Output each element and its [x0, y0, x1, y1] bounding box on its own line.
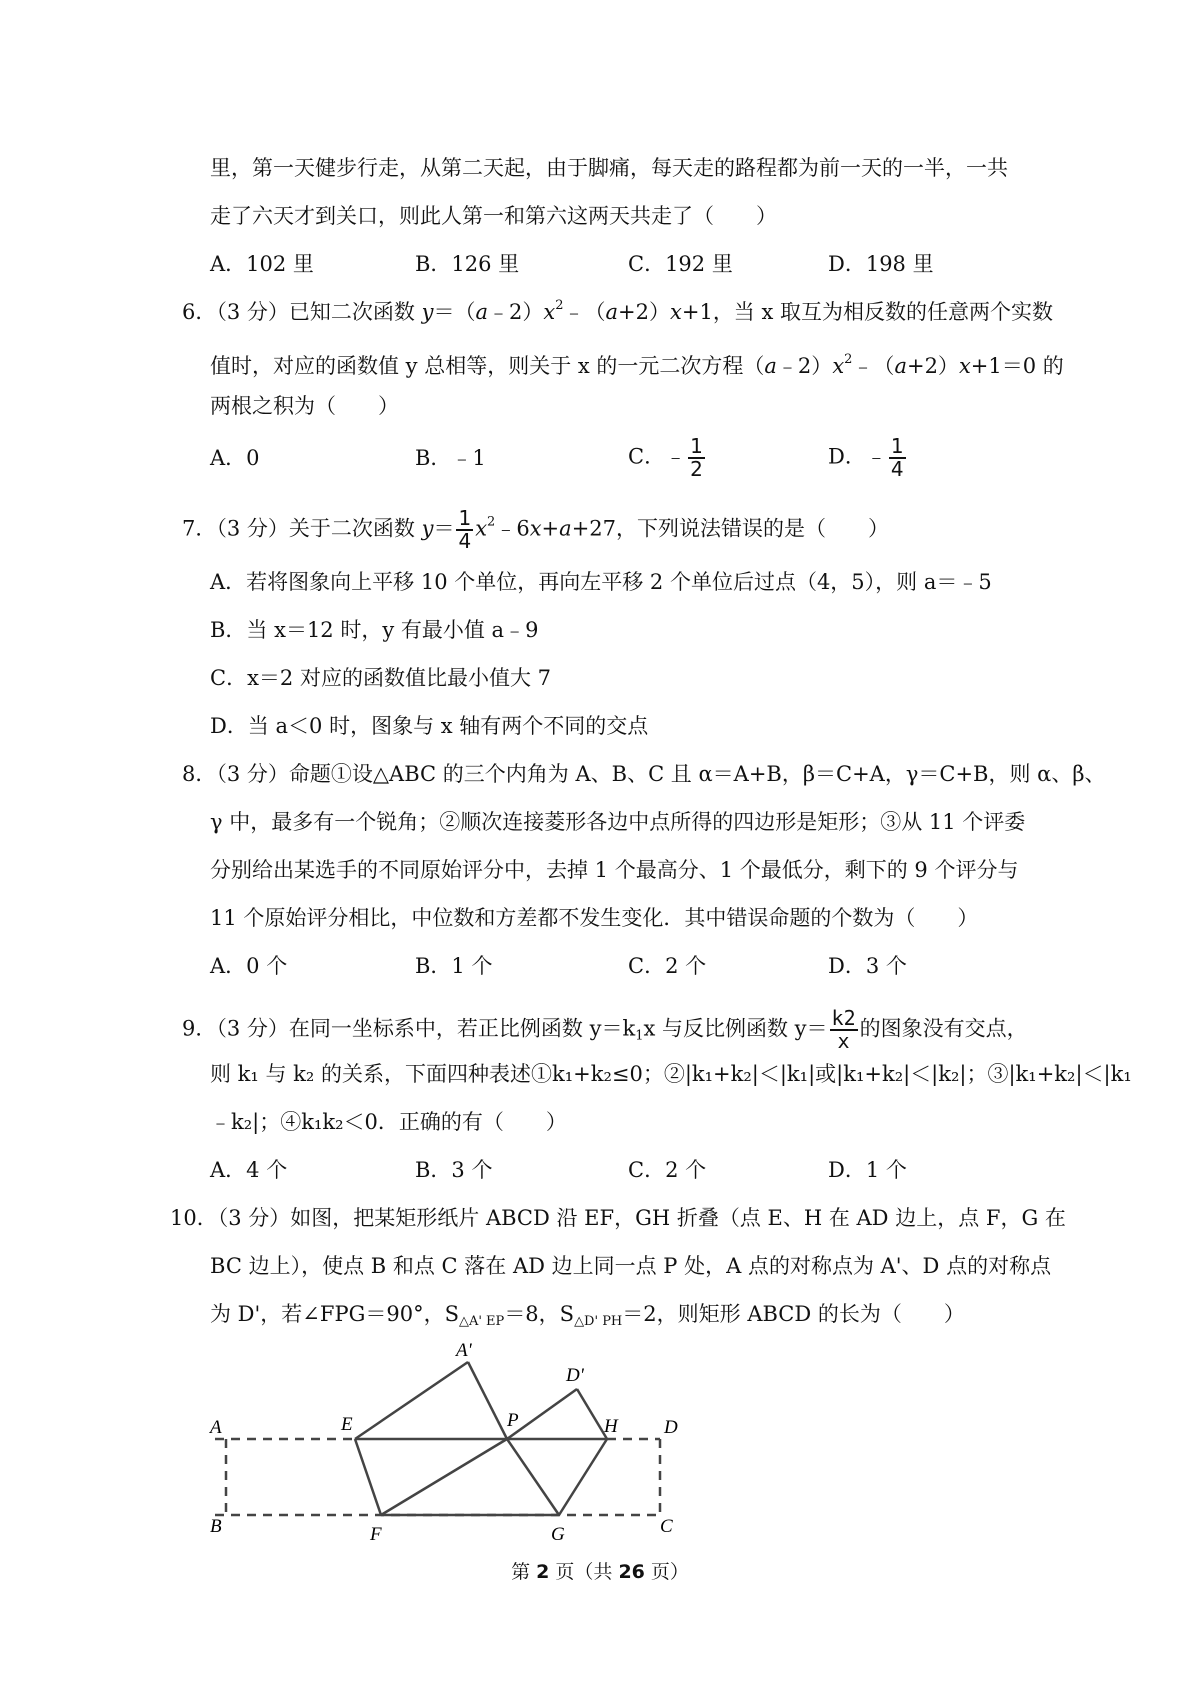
q6-stem-line3: 两根之积为（ ） — [210, 394, 399, 418]
q6-stem-line1: 6．（3 分）已知二次函数 $y=(a﹣2)x^2﹣(a+2)x+1$，当 x 取互为相反数的任意两个实数 — [182, 298, 1054, 324]
page-number: 2 — [536, 1561, 550, 1583]
q9-option-b: B．3 个 — [415, 1158, 493, 1182]
q8-stem-line2: γ 中，最多有一个锐角；②顺次连接菱形各边中点所得的四边形是矩形；③从 11 个评委 — [210, 810, 1026, 834]
q7-option-b: B．当 x＝12 时，y 有最小值 a﹣9 — [210, 618, 539, 642]
q10-stem-line2: BC 边上），使点 B 和点 C 落在 AD 边上同一点 P 处，A 点的对称点为 A'、D 点的对称点 — [210, 1254, 1052, 1278]
q7-option-d: D．当 a＜0 时，图象与 x 轴有两个不同的交点 — [210, 714, 649, 738]
q9-option-d: D．1 个 — [828, 1158, 907, 1182]
q5-option-c: C．192 里 — [628, 252, 733, 276]
q5-option-b: B．126 里 — [415, 252, 520, 276]
label-H: H — [604, 1416, 618, 1437]
q10-stem-line3: 为 D'，若∠FPG＝90°，$S_{\triangle A' EP}=8$，$S_{\triangle D' PH}=2$，则矩形 ABCD 的长为（ ） — [210, 1302, 965, 1329]
q6-stem-line2: 值时，对应的函数值 y 总相等，则关于 x 的一元二次方程$(a﹣2)x^2﹣(a+2)x+1=0$ 的 — [210, 352, 1064, 378]
q9-stem-line2: 则 k₁ 与 k₂ 的关系，下面四种表述①k₁+k₂≤0；②|k₁+k₂|＜|k₁|或|k₁+k₂|＜|k₂|；③|k₁+k₂|＜|k₁ — [210, 1062, 1132, 1086]
segment-PG — [507, 1439, 559, 1515]
segment-D1H — [577, 1389, 607, 1439]
q7-fraction: $\frac{1}{4}$ — [458, 506, 472, 553]
segment-A1P — [468, 1362, 507, 1439]
label-D: D — [664, 1417, 678, 1438]
q6-number: 6． — [182, 300, 217, 324]
label-D-prime: D' — [566, 1365, 584, 1386]
label-E: E — [341, 1414, 353, 1435]
label-B: B — [210, 1516, 222, 1537]
q7-stem: 7．（3 分）关于二次函数 y＝ $\frac{1}{4}$ $x^2﹣6x+a+27$，下列说法错误的是（ ） — [182, 506, 890, 553]
label-F: F — [370, 1524, 382, 1545]
q9-fraction: $\frac{k2}{x}$ — [831, 1006, 856, 1053]
q8-option-c: C．2 个 — [628, 954, 707, 978]
q9-stem-line1: 9．（3 分）在同一坐标系中，若正比例函数 $y=k_1x$ 与反比例函数 y＝ $\frac{k2}{x}$ 的图象没有交点， — [182, 1006, 1028, 1053]
q9-stem-line3: ﹣k₂|；④k₁k₂＜0．正确的有（ ） — [210, 1110, 567, 1134]
q5-stem-line1: 里，第一天健步行走，从第二天起，由于脚痛，每天走的路程都为前一天的一半，一共 — [210, 156, 1008, 180]
q6-option-b: B．﹣1 — [415, 446, 486, 470]
q9-option-a: A．4 个 — [210, 1158, 288, 1182]
page-footer: 第 2 页（共 26 页） — [511, 1561, 689, 1583]
q8-stem-line3: 分别给出某选手的不同原始评分中，去掉 1 个最高分、1 个最低分，剩下的 9 个评分与 — [210, 858, 1019, 882]
q7-option-a: A．若将图象向上平移 10 个单位，再向左平移 2 个单位后过点（4，5），则 a＝﹣5 — [210, 570, 992, 594]
label-P: P — [507, 1410, 519, 1431]
q8-option-b: B．1 个 — [415, 954, 493, 978]
q10-stem-line1: 10．（3 分）如图，把某矩形纸片 ABCD 沿 EF，GH 折叠（点 E、H 在 AD 边上，点 F，G 在 — [170, 1206, 1066, 1230]
segment-EF — [355, 1439, 381, 1515]
segment-EA1 — [355, 1362, 468, 1439]
q8-stem-line1: 8．（3 分）命题①设△ABC 的三个内角为 A、B、C 且 α＝A+B，β＝C+A，γ＝C+B，则 α、β、 — [182, 762, 1106, 786]
label-A-prime: A' — [456, 1340, 472, 1361]
q8-stem-line4: 11 个原始评分相比，中位数和方差都不发生变化．其中错误命题的个数为（ ） — [210, 906, 979, 930]
page-total: 26 — [618, 1561, 645, 1583]
q6-option-c: C．﹣ $\frac{1}{2}$ — [628, 434, 703, 481]
label-A: A — [210, 1417, 222, 1438]
label-C: C — [660, 1516, 673, 1537]
segment-GH — [559, 1439, 607, 1515]
q6-option-c-fraction: $\frac{1}{2}$ — [690, 434, 703, 481]
segment-FP — [381, 1439, 507, 1515]
q6-option-a: A．0 — [210, 446, 260, 470]
q8-option-d: D．3 个 — [828, 954, 907, 978]
q6-option-d-fraction: $\frac{1}{4}$ — [890, 434, 904, 481]
q6-option-d: D．﹣ $\frac{1}{4}$ — [828, 434, 904, 481]
q7-option-c: C．x＝2 对应的函数值比最小值大 7 — [210, 666, 551, 690]
q5-option-d: D．198 里 — [828, 252, 934, 276]
q5-stem-line2: 走了六天才到关口，则此人第一和第六这两天共走了（ ） — [210, 204, 777, 228]
q8-option-a: A．0 个 — [210, 954, 288, 978]
q5-option-a: A．102 里 — [210, 252, 314, 276]
label-G: G — [551, 1524, 565, 1545]
q9-option-c: C．2 个 — [628, 1158, 707, 1182]
